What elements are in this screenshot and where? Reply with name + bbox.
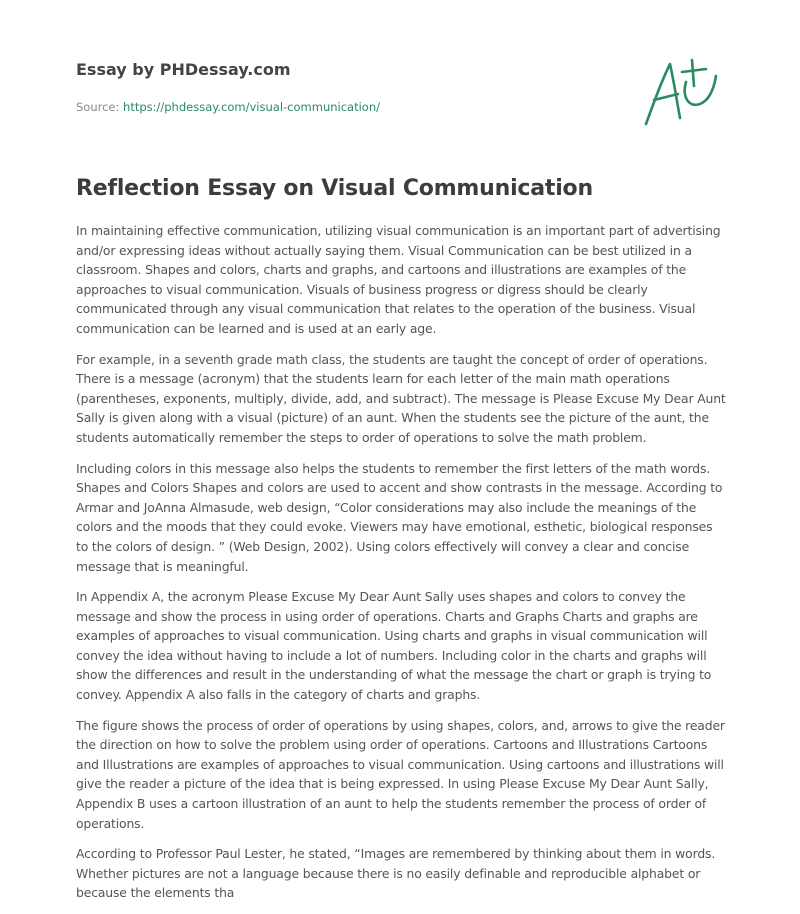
- essay-title: Reflection Essay on Visual Communication: [76, 176, 593, 201]
- source-link[interactable]: https://phdessay.com/visual-communication/: [123, 100, 380, 114]
- document-header: [76, 58, 596, 115]
- brand-title: Essay by PHDessay.com: [76, 60, 291, 79]
- a-plus-logo-icon: [640, 52, 730, 132]
- essay-paragraph: In Appendix A, the acronym Please Excuse My Dear Aunt Sally uses shapes and colors to convey the message and show the process in using order of operations. Charts and Graphs Charts and graphs are examples of approaches to visual communication. Using charts and graphs in visual communication will convey the idea without having to include a lot of numbers. Including color in the charts and graphs will show the differences and result in the understanding of what the message the chart or graph is trying to convey. Appendix A also falls in the category of charts and graphs.: [76, 589, 712, 703]
- essay-paragraph: For example, in a seventh grade math class, the students are taught the concept of order of operations. There is a message (acronym) that the students learn for each letter of the main math operations (parentheses, exponents, multiply, divide, add, and subtract). The message is Please Excuse My Dear Aunt Sally is given along with a visual (picture) of an aunt. When the students see the picture of the aunt, the students automatically remember the steps to order of operations to solve the math problem.: [76, 351, 726, 445]
- essay-paragraph: Including colors in this message also helps the students to remember the first letters of the math words. Shapes and Colors Shapes and colors are used to accent and show contrasts in the message. According to Armar and JoAnna Almasude, web design, “Color considerations may also include the meanings of the colors and the moods that they could evoke. Viewers may have emotional, esthetic, biological responses to the colors of design. ” (Web Design, 2002). Using colors effectively will convey a clear and concise message that is meaningful.: [76, 460, 723, 574]
- source-line: [76, 99, 596, 115]
- essay-paragraph: According to Professor Paul Lester, he stated, “Images are remembered by thinking about them in words. Whether pictures are not a language because there is no easily definable and reproducible alphabet or because the elements tha: [76, 846, 716, 901]
- essay-body: [76, 221, 726, 914]
- essay-paragraph: In maintaining effective communication, utilizing visual communication is an important part of advertising and/or expressing ideas without actually saying them. Visual Communication can be best utilized in a classroom. Shapes and colors, charts and graphs, and cartoons and illustrations are examples of the approaches to visual communication. Visuals of business progress or digress should be clearly communicated through any visual communication that relates to the operation of the business. Visual communication can be learned and is used at an early age.: [76, 223, 721, 336]
- essay-paragraph: The figure shows the process of order of operations by using shapes, colors, and, arrows to give the reader the direction on how to solve the problem using order of operations. Cartoons and Illustrations Cartoons and Illustrations are examples of approaches to visual communication. Using cartoons and illustrations will give the reader a picture of the idea that is being expressed. In using Please Excuse My Dear Aunt Sally, Appendix B uses a cartoon illustration of an aunt to help the students remember the process of order of operations.: [76, 717, 725, 831]
- source-label: Source:: [76, 100, 120, 114]
